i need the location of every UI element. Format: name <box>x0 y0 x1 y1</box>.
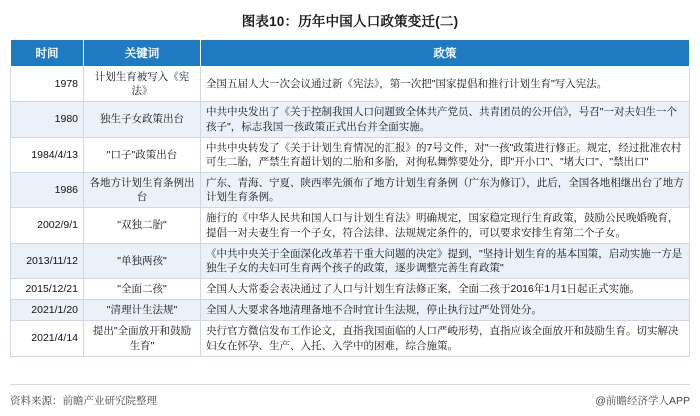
cell-time: 2015/12/21 <box>11 279 84 300</box>
table-header-row <box>11 40 690 67</box>
cell-keyword: 独生子女政策出台 <box>84 102 201 137</box>
table-row <box>11 208 690 243</box>
cell-keyword: 计划生育被写入《宪法》 <box>84 67 201 102</box>
cell-keyword: "全面二孩" <box>84 279 201 300</box>
table-row <box>11 321 690 356</box>
cell-time: 1986 <box>11 173 84 208</box>
cell-keyword: "口子"政策出台 <box>84 137 201 172</box>
cell-time: 1978 <box>11 67 84 102</box>
cell-policy: 广东、青海、宁夏、陕西率先颁布了地方计划生育条例（广东为修订），此后，全国各地相继出台了地方计划生育条例。 <box>201 173 690 208</box>
table-body <box>11 67 690 357</box>
table-row <box>11 173 690 208</box>
cell-time: 1980 <box>11 102 84 137</box>
cell-keyword: "双独二胎" <box>84 208 201 243</box>
cell-policy: 《中共中央关于全面深化改革若干重大问题的决定》提到，"坚持计划生育的基本国策，启动实施一方是独生子女的夫妇可生育两个孩子的政策，逐步调整完善生育政策" <box>201 243 690 278</box>
cell-time: 2021/4/14 <box>11 321 84 356</box>
column-header-policy: 政策 <box>201 40 690 67</box>
table-row <box>11 243 690 278</box>
cell-time: 2021/1/20 <box>11 300 84 321</box>
cell-keyword: "清理计生法规" <box>84 300 201 321</box>
table-row <box>11 279 690 300</box>
table-row <box>11 300 690 321</box>
cell-policy: 全国五届人大一次会议通过新《宪法》，第一次把"国家提倡和推行计划生育"写入宪法。 <box>201 67 690 102</box>
table-row <box>11 137 690 172</box>
footer <box>10 384 690 410</box>
cell-time: 2002/9/1 <box>11 208 84 243</box>
table-header <box>11 40 690 67</box>
cell-policy: 全国人大常委会表决通过了人口与计划生育法修正案，全面二孩于2016年1月1日起正式实施。 <box>201 279 690 300</box>
cell-policy: 中共中央转发了《关于计划生育情况的汇报》的7号文件，对"一孩"政策进行修正。规定，经过批准农村可生二胎，严禁生育超计划的二胎和多胎，对徇私舞弊要处分，即"开小口"、"堵大口"、"禁出口" <box>201 137 690 172</box>
cell-keyword: 提出"全面放开和鼓励生育" <box>84 321 201 356</box>
cell-time: 1984/4/13 <box>11 137 84 172</box>
cell-policy: 央行官方微信发布工作论文，直指我国面临的人口严峻形势，直指应该全面放开和鼓励生育。切实解决妇女在怀孕、生产、入托、入学中的困难，综合施策。 <box>201 321 690 356</box>
cell-policy: 中共中央发出了《关于控制我国人口问题致全体共产党员、共青团员的公开信》，号召"一对夫妇生一个孩子"，标志我国一孩政策正式出台并全面实施。 <box>201 102 690 137</box>
brand-watermark: @前瞻经济学人APP <box>595 394 690 407</box>
policy-table <box>10 39 690 357</box>
cell-policy: 施行的《中华人民共和国人口与计划生育法》明确规定，国家稳定现行生育政策，鼓励公民晚婚晚育，提倡一对夫妻生育一个子女，符合法律、法规规定条件的，可以要求安排生育第二个子女。 <box>201 208 690 243</box>
source-note: 资料来源：前瞻产业研究院整理 <box>10 394 157 407</box>
cell-policy: 全国人大要求各地清理备地不合时宜计生法规，停止执行过严处罚处分。 <box>201 300 690 321</box>
cell-keyword: "单独两孩" <box>84 243 201 278</box>
page-title: 图表10：历年中国人口政策变迁(二) <box>241 14 459 29</box>
column-header-keyword: 关键词 <box>84 40 201 67</box>
table-row <box>11 67 690 102</box>
column-header-time: 时间 <box>11 40 84 67</box>
table-row <box>11 102 690 137</box>
cell-time: 2013/11/12 <box>11 243 84 278</box>
cell-keyword: 各地方计划生育条例出台 <box>84 173 201 208</box>
